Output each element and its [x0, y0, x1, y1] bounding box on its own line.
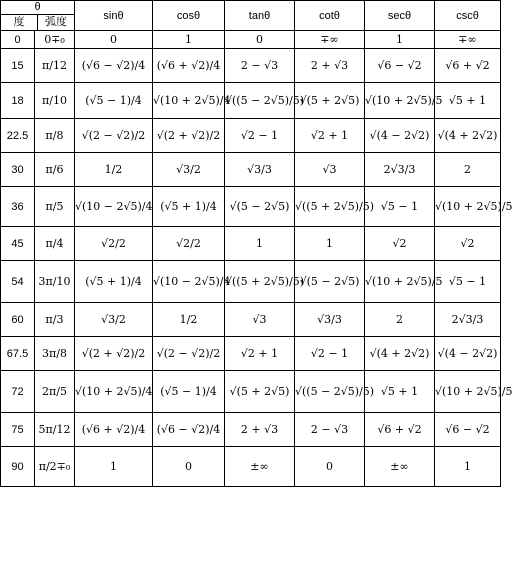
radian-cell: π/8 [35, 119, 75, 153]
radian-cell: 3π/10 [35, 261, 75, 303]
cot-cell: 0 [295, 447, 365, 487]
sin-cell: (√5 − 1)/4 [75, 83, 153, 119]
degree-cell: 30 [1, 153, 35, 187]
csc-cell: √(10 + 2√5)/5 [435, 371, 501, 413]
cos-cell: √(2 + √2)/2 [153, 119, 225, 153]
table-row [1, 227, 501, 261]
csc-cell: √2 [435, 227, 501, 261]
tan-cell: 1 [225, 227, 295, 261]
csc-cell: 1 [435, 447, 501, 487]
csc-cell: √5 − 1 [435, 261, 501, 303]
sec-cell: √5 + 1 [365, 371, 435, 413]
table-row [1, 337, 501, 371]
sec-cell: √5 − 1 [365, 187, 435, 227]
table-row [1, 119, 501, 153]
table-body [1, 31, 513, 487]
table-row [1, 371, 501, 413]
table-row [1, 413, 501, 447]
radian-cell: π/4 [35, 227, 75, 261]
sin-cell: √(10 − 2√5)/4 [75, 187, 153, 227]
cot-cell: 2 − √3 [295, 413, 365, 447]
tan-cell: √3 [225, 303, 295, 337]
degree-cell: 67.5 [1, 337, 35, 371]
cot-header: cotθ [295, 1, 365, 31]
degree-cell: 36 [1, 187, 35, 227]
radian-cell: π/10 [35, 83, 75, 119]
cos-cell: √(10 + 2√5)/4 [153, 83, 225, 119]
csc-cell: √6 − √2 [435, 413, 501, 447]
cot-cell: √2 + 1 [295, 119, 365, 153]
sec-cell: ±∞ [365, 447, 435, 487]
sec-cell: √(10 + 2√5)/5 [365, 261, 435, 303]
tan-cell: √((5 + 2√5)/5) [225, 261, 295, 303]
cot-cell: √(5 − 2√5) [295, 261, 365, 303]
theta-label: θ [1, 1, 74, 15]
sec-cell: 2√3/3 [365, 153, 435, 187]
csc-cell: √(4 − 2√2) [435, 337, 501, 371]
tan-cell: 2 + √3 [225, 413, 295, 447]
table-row [1, 31, 501, 49]
degree-cell: 75 [1, 413, 35, 447]
cos-cell: √(2 − √2)/2 [153, 337, 225, 371]
cos-cell: √3/2 [153, 153, 225, 187]
cot-cell: 1 [295, 227, 365, 261]
degree-cell: 54 [1, 261, 35, 303]
degree-cell: 60 [1, 303, 35, 337]
sin-cell: 1 [75, 447, 153, 487]
radian-cell: 3π/8 [35, 337, 75, 371]
cos-cell: 0 [153, 447, 225, 487]
sec-header: secθ [365, 1, 435, 31]
sin-cell: √(2 − √2)/2 [75, 119, 153, 153]
table-row [1, 261, 501, 303]
csc-cell: ∓∞ [435, 31, 501, 49]
csc-cell: √6 + √2 [435, 49, 501, 83]
csc-cell: 2 [435, 153, 501, 187]
degree-cell: 0 [1, 31, 35, 49]
sin-cell: 1/2 [75, 153, 153, 187]
csc-cell: √5 + 1 [435, 83, 501, 119]
cot-cell: √((5 + 2√5)/5) [295, 187, 365, 227]
table-row [1, 83, 501, 119]
radian-cell: π/5 [35, 187, 75, 227]
sin-cell: (√6 − √2)/4 [75, 49, 153, 83]
sec-cell: √(4 + 2√2) [365, 337, 435, 371]
sec-cell: √2 [365, 227, 435, 261]
header-row [1, 1, 501, 31]
degree-cell: 18 [1, 83, 35, 119]
table-row [1, 49, 501, 83]
table-row [1, 153, 501, 187]
table-row [1, 187, 501, 227]
radian-cell: π/3 [35, 303, 75, 337]
sec-cell: √(4 − 2√2) [365, 119, 435, 153]
sec-cell: 1 [365, 31, 435, 49]
sec-cell: √6 + √2 [365, 413, 435, 447]
degree-cell: 22.5 [1, 119, 35, 153]
tan-cell: √(5 + 2√5) [225, 371, 295, 413]
tan-cell: √2 − 1 [225, 119, 295, 153]
degree-cell: 15 [1, 49, 35, 83]
cos-cell: 1/2 [153, 303, 225, 337]
cos-cell: √2/2 [153, 227, 225, 261]
radian-cell: π/6 [35, 153, 75, 187]
cos-cell: (√5 − 1)/4 [153, 371, 225, 413]
table-row [1, 303, 501, 337]
sin-header: sinθ [75, 1, 153, 31]
sec-cell: 2 [365, 303, 435, 337]
sin-cell: √3/2 [75, 303, 153, 337]
cos-cell: √(10 − 2√5)/4 [153, 261, 225, 303]
theta-header-cell [1, 1, 75, 31]
cot-cell: √2 − 1 [295, 337, 365, 371]
tan-cell: √2 + 1 [225, 337, 295, 371]
radian-cell: 5π/12 [35, 413, 75, 447]
sin-cell: √2/2 [75, 227, 153, 261]
sin-cell: (√6 + √2)/4 [75, 413, 153, 447]
tan-cell: 2 − √3 [225, 49, 295, 83]
cot-cell: ∓∞ [295, 31, 365, 49]
sin-cell: √(2 + √2)/2 [75, 337, 153, 371]
cot-cell: √3/3 [295, 303, 365, 337]
degree-label: 度 [1, 15, 38, 30]
cot-cell: √(5 + 2√5) [295, 83, 365, 119]
csc-header: cscθ [435, 1, 501, 31]
cos-cell: (√6 + √2)/4 [153, 49, 225, 83]
tan-cell: √(5 − 2√5) [225, 187, 295, 227]
cos-cell: (√6 − √2)/4 [153, 413, 225, 447]
radian-cell: 0∓₀ [35, 31, 75, 49]
csc-cell: 2√3/3 [435, 303, 501, 337]
radian-cell: 2π/5 [35, 371, 75, 413]
degree-cell: 72 [1, 371, 35, 413]
cot-cell: 2 + √3 [295, 49, 365, 83]
cos-cell: 1 [153, 31, 225, 49]
tan-cell: 0 [225, 31, 295, 49]
degree-cell: 90 [1, 447, 35, 487]
radian-cell: π/12 [35, 49, 75, 83]
tan-cell: √3/3 [225, 153, 295, 187]
tan-header: tanθ [225, 1, 295, 31]
csc-cell: √(4 + 2√2) [435, 119, 501, 153]
cos-cell: (√5 + 1)/4 [153, 187, 225, 227]
cos-header: cosθ [153, 1, 225, 31]
cot-cell: √3 [295, 153, 365, 187]
sin-cell: 0 [75, 31, 153, 49]
radian-label: 弧度 [45, 16, 67, 28]
table-row [1, 447, 501, 487]
csc-cell: √(10 + 2√5)/5 [435, 187, 501, 227]
sec-cell: √(10 + 2√5)/5 [365, 83, 435, 119]
tan-cell: ±∞ [225, 447, 295, 487]
sec-cell: √6 − √2 [365, 49, 435, 83]
sin-cell: (√5 + 1)/4 [75, 261, 153, 303]
degree-cell: 45 [1, 227, 35, 261]
radian-cell: π/2∓₀ [35, 447, 75, 487]
tan-cell: √((5 − 2√5)/5) [225, 83, 295, 119]
cot-cell: √((5 − 2√5)/5) [295, 371, 365, 413]
sin-cell: √(10 + 2√5)/4 [75, 371, 153, 413]
